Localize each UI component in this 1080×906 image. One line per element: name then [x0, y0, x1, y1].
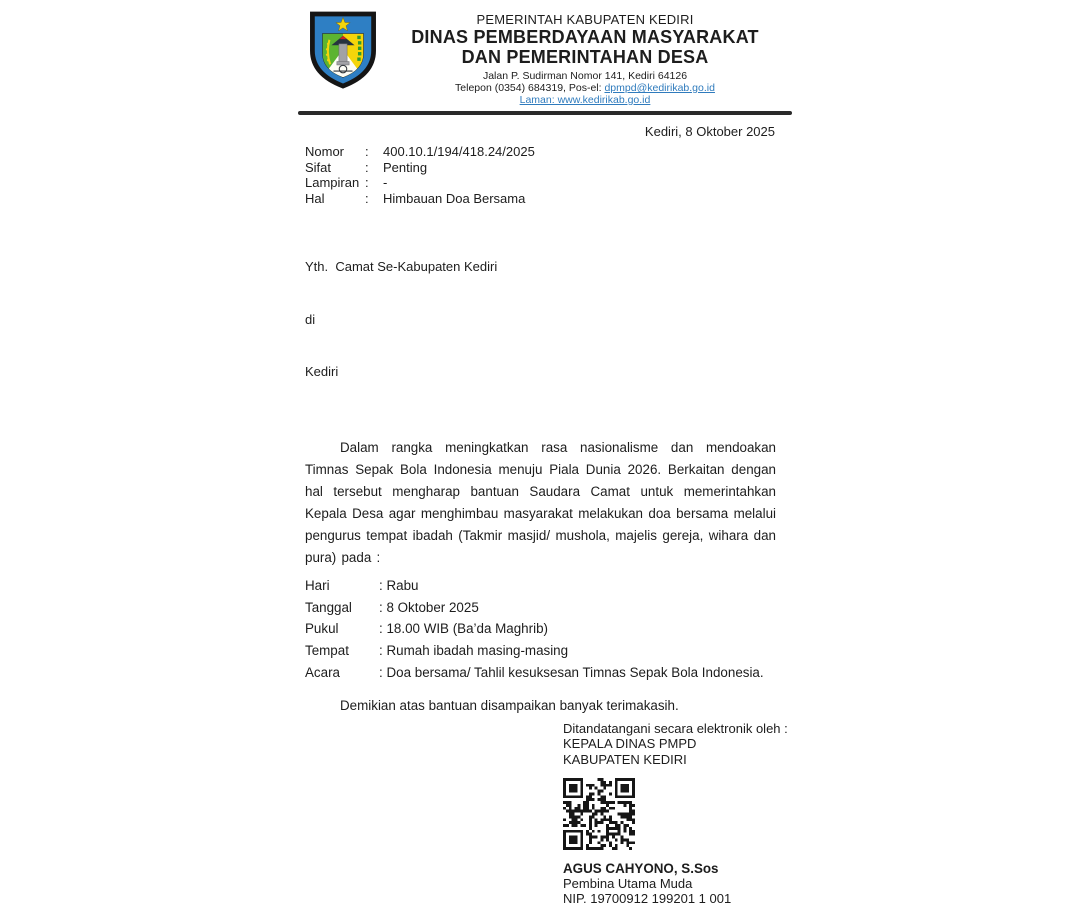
meta-value: Himbauan Doa Bersama — [383, 190, 526, 206]
meta-label: Sifat — [305, 159, 332, 175]
email-link[interactable]: dpmpd@kedirikab.go.id — [604, 82, 715, 94]
meta-label: Hal — [305, 190, 325, 206]
agency-address: Jalan P. Sudirman Nomor 141, Kediri 64126 — [482, 70, 688, 82]
kediri-coat-of-arms-icon — [309, 11, 377, 89]
letterhead — [298, 0, 792, 106]
detail-value-wrap: : 8 Oktober 2025 — [379, 599, 479, 615]
detail-value: Rabu — [386, 577, 419, 593]
letterhead-text — [378, 9, 792, 106]
letterhead-divider — [298, 111, 792, 115]
detail-row-tanggal — [305, 597, 792, 619]
letter-meta — [298, 144, 792, 206]
recipient-line: di — [305, 311, 316, 327]
agency-name-line1: DINAS PEMBERDAYAAN MASYARAKAT — [411, 27, 759, 47]
detail-row-pukul — [305, 618, 792, 640]
detail-label: Tempat — [305, 643, 349, 659]
recipient-line: Kediri — [305, 364, 339, 380]
detail-row-hari — [305, 575, 792, 597]
detail-row-tempat — [305, 640, 792, 662]
meta-colon: : — [365, 144, 369, 159]
signer-title-line2: KABUPATEN KEDIRI — [563, 752, 687, 768]
meta-row-sifat — [305, 160, 792, 176]
event-details — [298, 575, 792, 684]
qr-code — [563, 777, 635, 851]
signer-title-line1: KEPALA DINAS PMPD — [563, 736, 697, 752]
body-paragraph: Dalam rangka meningkatkan rasa nasionalisme dan mendoakan Timnas Sepak Bola Indonesia menuju Piala Dunia 2026. Berkaitan dengan hal tersebut mengharap bantuan Saudara Camat untuk memerintahkan Kepala Desa agar menghimbau masyarakat melakukan doa bersama melalui pengurus tempat ibadah (Takmir masjid/ mushola, majelis gereja, wihara dan pura) pada : — [305, 439, 776, 565]
detail-row-acara — [305, 662, 792, 684]
meta-value: - — [383, 175, 388, 191]
detail-value: 8 Oktober 2025 — [386, 599, 479, 615]
logo-wrap — [298, 9, 378, 106]
signer-nip: NIP. 19700912 199201 1 001 — [563, 890, 732, 906]
meta-row-hal — [305, 191, 792, 207]
dateline: Kediri, 8 Oktober 2025 — [644, 124, 775, 139]
recipient-line: Yth. Camat Se-Kabupaten Kediri — [305, 259, 498, 275]
detail-value: Doa bersama/ Tahlil kesuksesan Timnas Sepak Bola Indonesia. — [386, 665, 764, 681]
signer-name: AGUS CAHYONO, S.Sos — [563, 860, 719, 876]
recipient-block — [298, 223, 792, 416]
meta-label: Nomor — [305, 144, 345, 159]
website-link[interactable]: Laman: www.kedirikab.go.id — [519, 94, 651, 106]
meta-colon: : — [365, 190, 369, 206]
meta-colon: : — [365, 159, 369, 175]
meta-value: Penting — [383, 159, 428, 175]
detail-value-wrap: : Rabu — [379, 577, 419, 593]
letter-body — [298, 0, 792, 906]
meta-colon: : — [365, 175, 369, 191]
agency-name-line2: DAN PEMERINTAHAN DESA — [461, 47, 709, 67]
closing-sentence: Demikian atas bantuan disampaikan banyak terimakasih. — [340, 697, 679, 713]
government-name: PEMERINTAH KABUPATEN KEDIRI — [476, 12, 694, 27]
detail-value-wrap: : Doa bersama/ Tahlil kesuksesan Timnas Sepak Bola Indonesia. — [379, 665, 764, 681]
meta-row-lampiran — [305, 175, 792, 191]
detail-label: Hari — [305, 577, 330, 593]
meta-row-nomor — [305, 144, 792, 160]
detail-label: Pukul — [305, 621, 339, 637]
detail-value-wrap: : 18.00 WIB (Ba’da Maghrib) — [379, 621, 548, 637]
meta-value: 400.10.1/194/418.24/2025 — [383, 144, 535, 159]
detail-value: 18.00 WIB (Ba’da Maghrib) — [386, 621, 548, 637]
electronic-signature-note: Ditandatangani secara elektronik oleh : — [563, 720, 788, 736]
signer-rank: Pembina Utama Muda — [563, 875, 693, 891]
detail-label: Tanggal — [305, 599, 352, 615]
detail-value: Rumah ibadah masing-masing — [386, 643, 569, 659]
detail-value-wrap: : Rumah ibadah masing-masing — [379, 643, 569, 659]
signature-block — [563, 721, 792, 906]
detail-label: Acara — [305, 665, 340, 681]
phone-label: Telepon (0354) 684319, Pos-el: — [455, 82, 605, 94]
agency-contact — [378, 82, 792, 94]
meta-label: Lampiran — [305, 175, 360, 191]
